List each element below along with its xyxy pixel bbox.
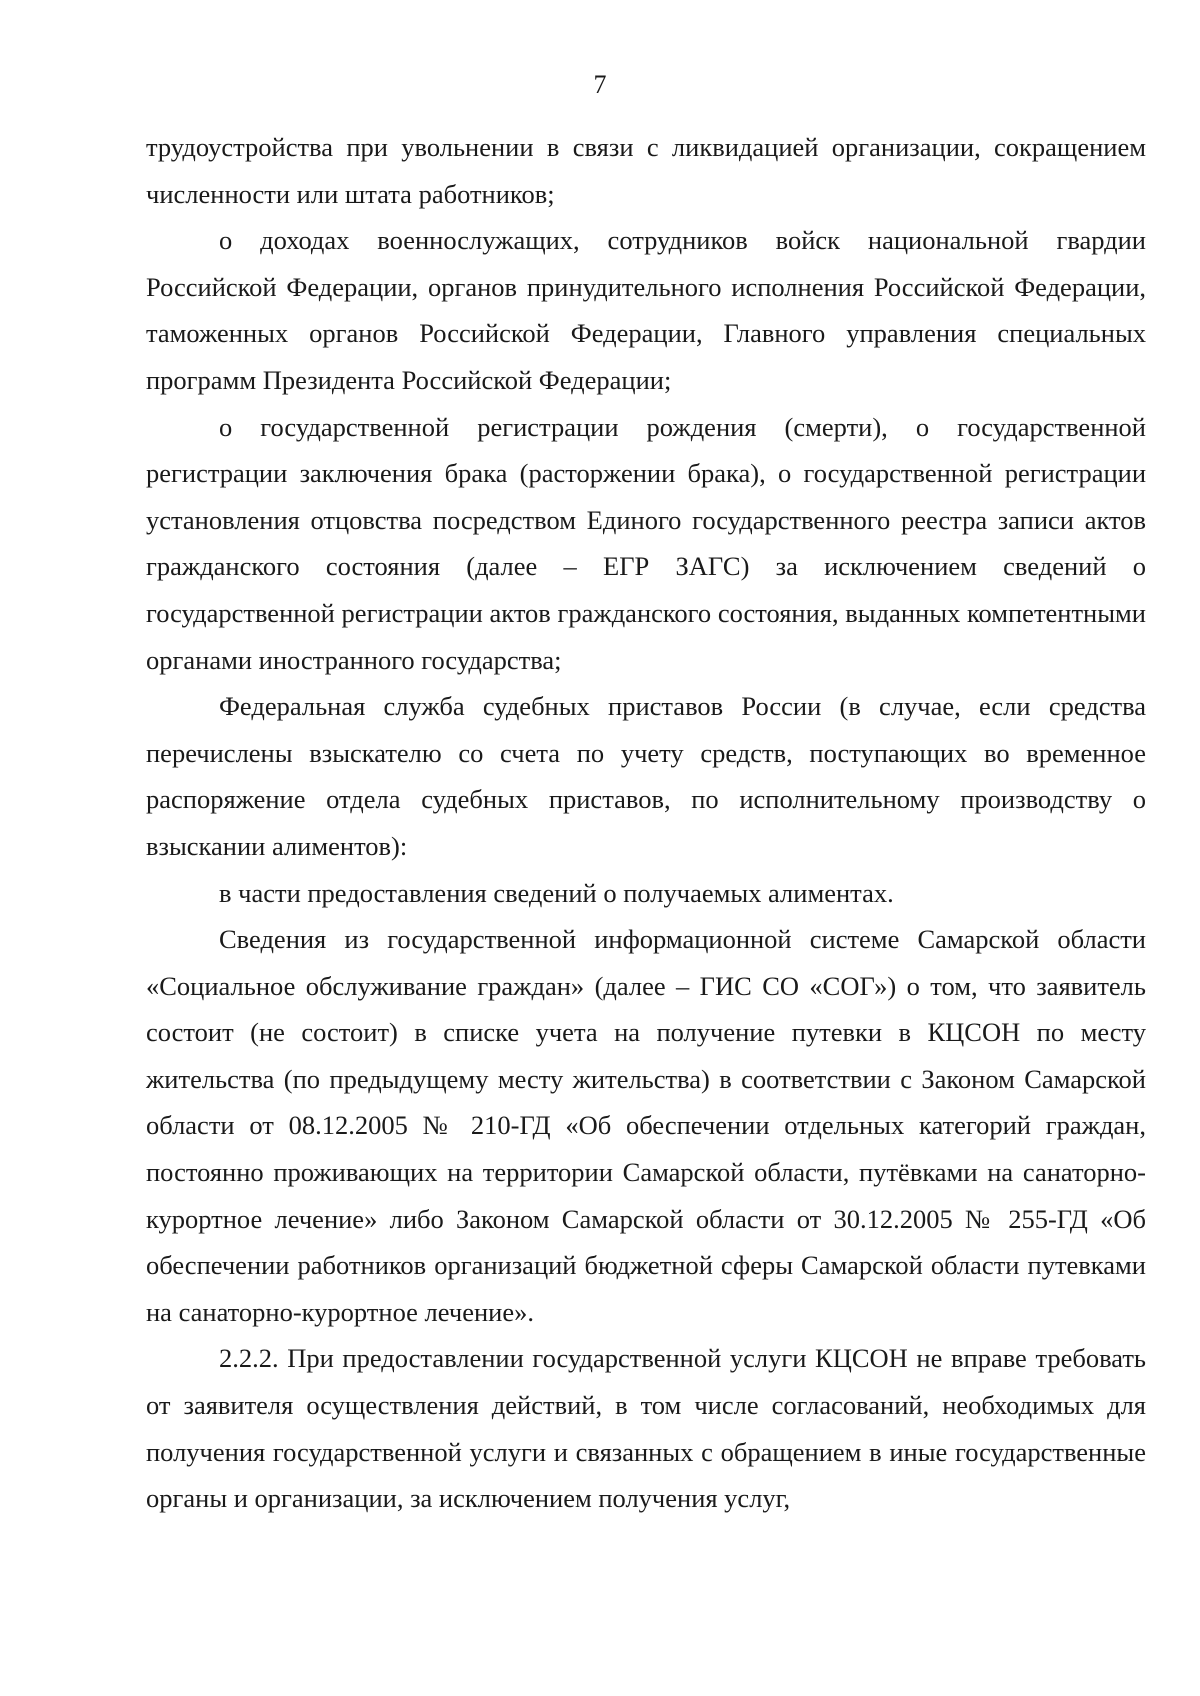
- page-number: 7: [593, 70, 607, 99]
- paragraph-4: Федеральная служба судебных приставов России (в случае, если средства перечислены взыскателю со счета по учету средств, поступающих во временное распоряжение отдела судебных приставов, по исполнительному производству о взыскании алиментов):: [146, 691, 1146, 861]
- paragraph-1: трудоустройства при увольнении в связи с ликвидацией организации, сокращением численности или штата работников;: [146, 132, 1146, 209]
- paragraph-7: 2.2.2. При предоставлении государственной услуги КЦСОН не вправе требовать от заявителя осуществления действий, в том числе согласований, необходимых для получения государственной услуги и связанных с обращением в иные государственные органы и организации, за исключением получения услуг,: [146, 1343, 1146, 1514]
- paragraph-6: Сведения из государственной информационной системе Самарской области «Социальное обслуживание граждан» (далее – ГИС СО «СОГ») о том, что заявитель состоит (не состоит) в списке учета на получение путевки в КЦСОН по месту жительства (по предыдущему месту жительства) в соответствии с Законом Самарской области от 08.12.2005 № 210-ГД «Об обеспечении отдельных категорий граждан, постоянно проживающих на территории Самарской области, путёвками на санаторно-курортное лечение» либо Законом Самарской области от 30.12.2005 № 255-ГД «Об обеспечении работников организаций бюджетной сферы Самарской области путевками на санаторно-курортное лечение».: [146, 924, 1146, 1327]
- document-body: [146, 124, 1146, 1522]
- paragraph-2: о доходах военнослужащих, сотрудников войск национальной гвардии Российской Федерации, органов принудительного исполнения Российской Федерации, таможенных органов Российской Федерации, Главного управления специальных программ Президента Российской Федерации;: [146, 225, 1146, 395]
- paragraph-5: в части предоставления сведений о получаемых алиментах.: [219, 877, 894, 908]
- paragraph-3: о государственной регистрации рождения (смерти), о государственной регистрации заключения брака (расторжении брака), о государственной регистрации установления отцовства посредством Единого государственного реестра записи актов гражданского состояния (далее – ЕГР ЗАГС) за исключением сведений о государственной регистрации актов гражданского состояния, выданных компетентными органами иностранного государства;: [146, 411, 1146, 675]
